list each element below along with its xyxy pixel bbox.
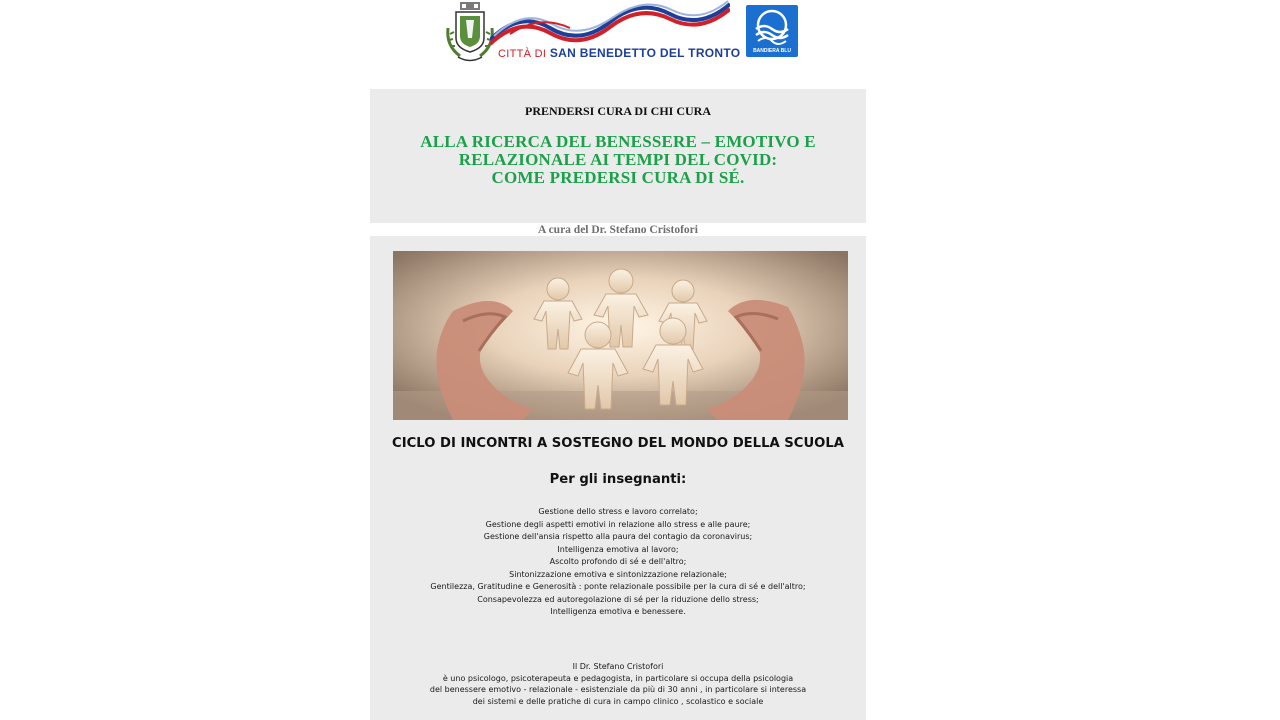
content-box bbox=[370, 236, 866, 720]
list-item: Gestione dell'ansia rispetto alla paura del contagio da coronavirus; bbox=[483, 532, 753, 541]
list-item: Sintonizzazione emotiva e sintonizzazione relazionale; bbox=[509, 569, 727, 579]
bio-line: dei sistemi e delle pratiche di cura in campo clinico , scolastico e sociale bbox=[472, 696, 764, 706]
blue-flag-label: BANDIERA BLU bbox=[753, 48, 791, 54]
city-prefix: CITTÀ DI bbox=[498, 48, 547, 60]
city-name-text: SAN BENEDETTO DEL TRONTO bbox=[549, 46, 741, 60]
list-item: Intelligenza emotiva e benessere. bbox=[550, 607, 686, 616]
list-item: Intelligenza emotiva al lavoro; bbox=[557, 544, 679, 554]
curated-by: A cura del Dr. Stefano Cristofori bbox=[538, 224, 698, 236]
header-logos bbox=[440, 0, 800, 68]
cycle-title: CICLO DI INCONTRI A SOSTEGNO DEL MONDO DELLA SCUOLA bbox=[392, 436, 844, 451]
teachers-title: Per gli insegnanti: bbox=[549, 472, 687, 487]
hands-protecting-people-image bbox=[393, 251, 848, 420]
list-item: Gestione dello stress e lavoro correlato; bbox=[538, 507, 698, 516]
list-item: Ascolto profondo di sé e dell'altro; bbox=[549, 557, 687, 566]
main-title-line: COME PREDERSI CURA DI SÉ. bbox=[491, 168, 745, 187]
author-bio bbox=[370, 661, 866, 707]
list-item: Gestione degli aspetti emotivi in relazione allo stress e alle paure; bbox=[485, 519, 751, 529]
main-title-line: RELAZIONALE AI TEMPI DEL COVID: bbox=[458, 150, 778, 169]
city-name bbox=[498, 46, 740, 60]
list-item: Gentilezza, Gratitudine e Generosità : ponte relazionale possibile per la cura di sé e dell'altro; bbox=[430, 582, 806, 591]
blue-flag-logo bbox=[746, 5, 798, 57]
pre-title: PRENDERSI CURA DI CHI CURA bbox=[524, 104, 712, 118]
title-box bbox=[370, 89, 866, 223]
main-title-line: ALLA RICERCA DEL BENESSERE – EMOTIVO E bbox=[420, 132, 816, 151]
city-crest-icon bbox=[444, 2, 496, 64]
bio-line: Il Dr. Stefano Cristofori bbox=[572, 662, 664, 671]
main-title bbox=[370, 133, 866, 187]
topics-list bbox=[370, 506, 866, 619]
bio-line: del benessere emotivo - relazionale - esistenziale da più di 30 anni , in particolare si interessa bbox=[429, 685, 807, 695]
tricolor-wave-icon bbox=[490, 0, 730, 50]
bio-line: è uno psicologo, psicoterapeuta e pedagogista, in particolare si occupa della psicologia bbox=[442, 673, 794, 683]
list-item: Consapevolezza ed autoregolazione di sé per la riduzione dello stress; bbox=[477, 594, 759, 604]
